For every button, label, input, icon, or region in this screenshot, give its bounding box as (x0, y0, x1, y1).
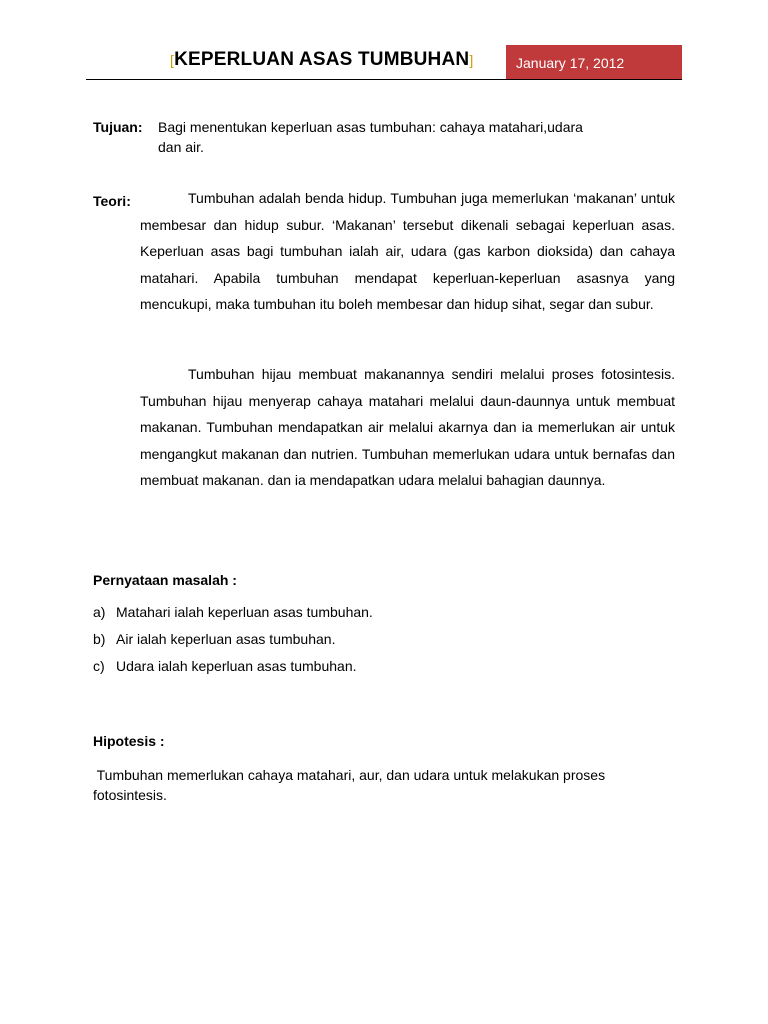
hipotesis-label: Hipotesis : (93, 733, 165, 749)
teori-paragraph-1: Tumbuhan adalah benda hidup. Tumbuhan juga memerlukan ‘makanan’ untuk membesar dan hidup subur. ‘Makanan’ tersebut dikenali sebagai keperluan asas. Keperluan asas bagi tumbuhan ialah air, udara (gas karbon dioksida) dan cahaya matahari. Apabila tumbuhan mendapat keperluan-keperluan asasnya yang mencukupi, maka tumbuhan itu boleh membesar dan hidup sihat, segar dan subur. (140, 190, 675, 313)
list-marker: a) (93, 604, 106, 620)
list-marker: b) (93, 631, 106, 647)
document-header (86, 45, 682, 80)
list-item (93, 631, 335, 647)
list-text: Matahari ialah keperluan asas tumbuhan. (116, 604, 373, 620)
tujuan-line-1: Bagi menentukan keperluan asas tumbuhan: cahaya matahari,udara (158, 119, 583, 135)
list-text: Air ialah keperluan asas tumbuhan. (116, 631, 336, 647)
tujuan-line-2: dan air. (158, 139, 204, 155)
tujuan-label: Tujuan: (93, 119, 143, 135)
list-item (93, 658, 357, 674)
title-text: KEPERLUAN ASAS TUMBUHAN (174, 49, 470, 70)
teori-paragraph-2: Tumbuhan hijau membuat makanannya sendiri melalui proses fotosintesis. Tumbuhan hijau menyerap cahaya matahari melalui daun-daunnya untuk membuat makanan. Tumbuhan mendapatkan air melalui akarnya dan ia memerlukan air untuk mengangkut makanan dan nutrien. Tumbuhan memerlukan udara untuk bernafas dan membuat makanan. dan ia mendapatkan udara melalui bahagian daunnya. (140, 366, 675, 489)
list-marker: c) (93, 658, 105, 674)
date-badge: January 17, 2012 (506, 45, 682, 79)
teori-label: Teori: (93, 193, 131, 209)
document-title (170, 49, 473, 71)
hipotesis-line-2: fotosintesis. (93, 787, 167, 803)
list-item (93, 604, 373, 620)
title-bracket-close: ] (469, 52, 474, 68)
list-text: Udara ialah keperluan asas tumbuhan. (116, 658, 357, 674)
hipotesis-line-1: Tumbuhan memerlukan cahaya matahari, aur, dan udara untuk melakukan proses (93, 767, 606, 783)
pernyataan-label: Pernyataan masalah : (93, 572, 237, 588)
title-bracket-open: [ (170, 52, 175, 68)
